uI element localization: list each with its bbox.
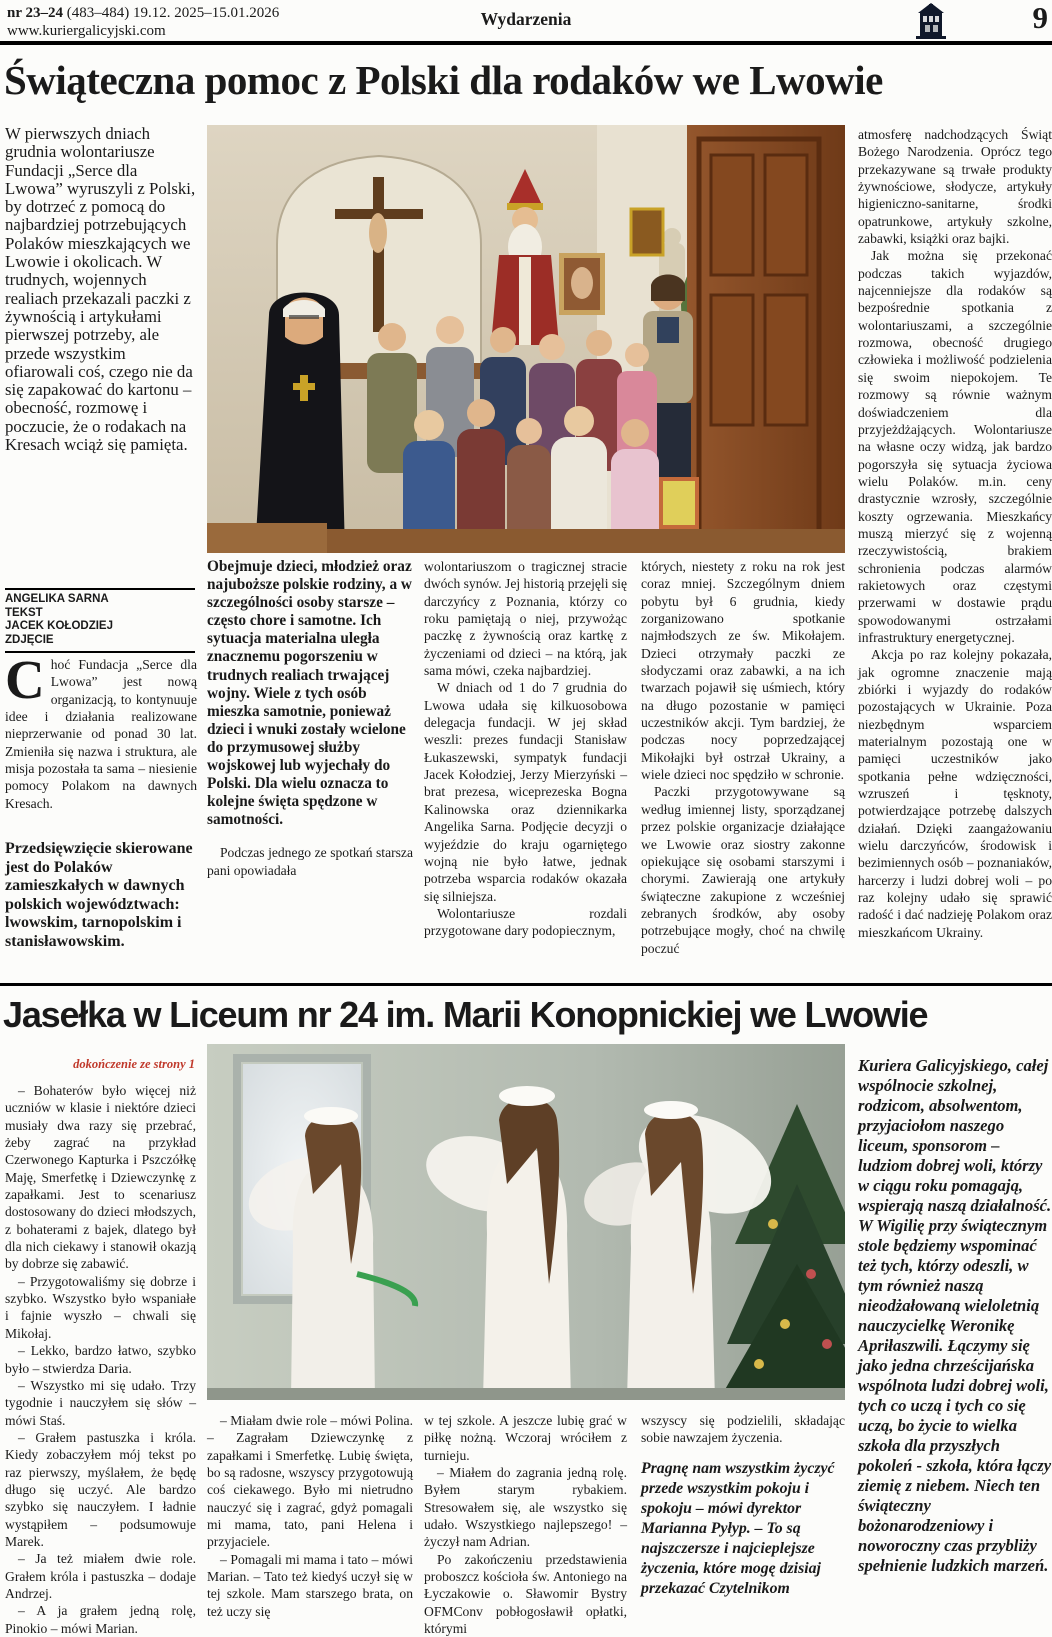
article1-headline: Świąteczna pomoc z Polski dla rodaków we Lwowie — [4, 57, 883, 103]
jaselka-angels-photo-svg — [207, 1044, 845, 1400]
article1-column-2 — [207, 558, 413, 879]
article1-col2-paragraph: Podczas jednego ze spotkań starsza pani opowiadała — [207, 845, 413, 878]
church-group-photo — [207, 125, 845, 553]
issue-number: nr 23–24 — [7, 5, 63, 21]
article2-col4-paragraph: wszyscy się podzielili, składając sobie nawzajem życzenia. — [641, 1413, 845, 1446]
article2-column-2 — [207, 1412, 413, 1637]
article2-col2-paragraph: – Pomagali mi mama i tato – mówi Marian. – Tato też kiedyś uczył się w tej szkole. Mam starszego brata, on też uczy się — [207, 1551, 413, 1619]
article2-col3-paragraph: Po zakończeniu przedstawienia proboszcz kościoła św. Antoniego na Łyczakowie o. Sławomir Bystry OFMConv pobłogosławił opłatki, którymi — [424, 1551, 627, 1637]
jaselka-angels-photo — [207, 1044, 845, 1400]
article2-col1-paragraph: – Bohaterów było więcej niż uczniów w klasie i niektóre dzieci musiały dwa razy się przebrać, żeby zagrać na przykład Czerwonego Kapturka i Pszczółkę Maję, Smerfetkę i Dziewczynkę z zapałkami. Jest to scenariusz dostosowany do dzieci młodszych, z bohaterami z bajek, dlatego był dla nich ciekawy i stanowił okazją by dobrze się zabawić. — [5, 1083, 196, 1272]
article2-headline: Jasełka w Liceum nr 24 im. Marii Konopnickiej we Lwowie — [3, 994, 928, 1035]
article2-col1-paragraph: – Grałem pastuszka i króla. Kiedy zobaczyłem mój tekst po raz pierwszy, myślałem, że będę długo się uczyć. Ale bardzo szybko się nauczyłem. I ładnie wystąpiłem – podsumowuje Marek. — [5, 1429, 196, 1549]
article2-col2-paragraph: – Miałam dwie role – mówi Polina. – Zagrałam Dziewczynkę z zapałkami i Smerfetkę. Lubię święta, bo są radosne, wszyscy przygotowują coś ciekawego. Było mi nietrudno nauczyć się i zagrać, gdyż pomagali mi mama, tato, pani Helena i przyjaciele. — [207, 1413, 413, 1550]
article1-byline — [5, 588, 195, 653]
section-title: Wydarzenia — [480, 9, 572, 29]
article2-col3-paragraph: w tej szkole. A jeszcze lubię grać w piłkę nożną. Wczoraj wróciłem z turnieju. — [424, 1413, 627, 1463]
church-group-photo-svg — [207, 125, 845, 553]
article2-column-4 — [641, 1412, 845, 1637]
article1-standfirst: W pierwszych dniach grudnia wolontariusze Fundacji „Serce dla Lwowa” wyruszyli z Polski, by dotrzeć z pomocą do najbardziej potrzebujących Polaków mieszkających we Lwowie i okolicach. W trudnych, wojennych realiach przekazali paczki z żywnością i artykułami pierwszej potrzeby, ale przede wszystkim ofiarowali coś, czego nie da się zapakować do kartonu – obecność, rozmowę i poczucie, że o rodakach na Kresach wciąż się pamięta. — [5, 124, 196, 455]
article2-column-5-quote: Kuriera Galicyjskiego, całej wspólnocie szkolnej, rodzicom, absolwentom, przyjaciołom naszego liceum, sponsorom – ludziom dobrej woli, którzy w ciągu roku pomagają, wspierają naszą działalność. W Wigilię przy świątecznym stole będziemy wspominać też tych, którzy odeszli, w tym również naszą nieodżałowaną wieloletnią nauczycielkę Weronikę Apriłaszwili. Łączymy się jako jedna chrześcijańska wspólnota ludzi dobrej woli, tych co uczą i tych co się uczą, bo życie to wielka szkoła dla przyszłych pokoleń - szkoła, która łączy ziemię z niebem. Niech ten świąteczny bożonarodzeniowy i noworoczny czas przybliży spełnienie ludzkich marzeń. — [858, 1056, 1052, 1575]
article2-col1-paragraph: – Lekko, bardzo łatwo, szybko było – stwierdza Daria. — [5, 1343, 196, 1376]
drop-cap: C — [5, 649, 45, 710]
byline-photographer-name: JACEK KOŁODZIEJ — [5, 620, 113, 632]
article2-column-3 — [424, 1412, 627, 1637]
article1-column-3 — [424, 558, 627, 966]
director-quote: Pragnę nam wszystkim życzyć przede wszystkim pokoju i spokoju – mówi dyrektor Marianna Pyłyp. – To są najszczersze i najcieplejsze życzenia, które mogę dzisiaj przekazać Czytelnikom — [641, 1459, 835, 1597]
section-divider-rule — [0, 983, 1052, 986]
article1-intro-text: hoć Fundacja „Serce dla Lwowa” jest nową organizacją, to kontynuuje idee i działania realizowane nieprzerwanie od ponad 30 lat. Zmieniła się nazwa i struktura, ale misja pozostała ta sama – niesienie pomocy Polakom na dawnych Kresach. — [5, 657, 197, 811]
continuation-note: dokończenie ze strony 1 — [73, 1057, 195, 1071]
building-tower-icon-svg — [916, 3, 946, 39]
article1-column-4 — [641, 558, 845, 966]
article1-lead-bold: Przedsięwzięcie skierowane jest do Polaków zamieszkałych w dawnych polskich województwach: lwowskim, tarnopolskim i stanisławowskim. — [5, 840, 193, 950]
article2-col1-paragraph: – Wszystko mi się udało. Trzy tygodnie i nauczyłem się słów – mówi Staś. — [5, 1377, 196, 1428]
article1-column-5 — [858, 126, 1052, 968]
article1-col5-paragraph: atmosferę nadchodzących Świąt Bożego Narodzenia. Oprócz tego przekazywane są trwałe produkty żywnościowe, słodycze, artykuły higieniczno-sanitarne, środki opatrunkowe, artykuły szkolne, zabawki, książki oraz bajki. — [858, 127, 1052, 247]
article1-col3-paragraph: W dniach od 1 do 7 grudnia do Lwowa udała się kilkuosobowa delegacja fundacji. W jej skład weszli: prezes fundacji Stanisław Łukaszewski, sympatyk fundacji Jacek Kołodziej, Jerzy Mierzyński – brat prezesa, wiceprezeska Bogna Kalinowska oraz dziennikarka Angelika Sarna. Podjęcie decyzji o wyjeździe do kraju ogarniętego wojną nie było łatwe, jednak potrzeba wsparcia rodaków okazała się silniejsza. — [424, 680, 627, 904]
article2-col1-paragraph: – A ja grałem jedną rolę, Pinokio – mówi Marian. — [5, 1603, 196, 1636]
page-number: 9 — [1032, 0, 1048, 35]
header-rule — [0, 41, 1052, 45]
article1-col3-paragraph: Wolontariusze rozdali przygotowane dary podopiecznym, — [424, 905, 627, 939]
article1-col5-paragraph: Jak można się przekonać podczas takich wyjazdów, najcenniejsze dla rodaków są bezpośrednie spotkania z wolontariuszami, a szczególnie rozmowa, obecność drugiego człowieka i możliwość podzielenia się swoim niepokojem. Te rozmowy są równie ważnym doświadczeniem dla przyjeżdżających. Wolontariusze na własne oczy widzą, jak bardzo pogorszyła się sytuacja życiowa wielu Polaków. m.in. ceny drastycznie wzrosły, szczególnie koszty ogrzewania. Mieszkańcy muszą mierzyć się z wojenną rzeczywistością, brakiem schronienia podczas alarmów rakietowych oraz częstymi przerwami w dostawie prądu spowodowanymi ostrzałami infrastruktury energetycznej. — [858, 248, 1052, 645]
article2-col1-paragraph: – Przygotowaliśmy się dobrze i szybko. Wszystko było wspaniałe i fajnie wyszło – chwali się Mikołaj. — [5, 1273, 196, 1341]
article1-col4-paragraph: Paczki przygotowywane są według imiennej listy, sporządzanej przez polskie organizacje działające we Lwowie oraz siostry zakonne opiekujące się osobami starszymi i chorymi. Zawierają one artykuły świąteczne zakupione z wcześniej zebranych środków, aby osoby potrzebujące mogły, choć na chwilę poczuć — [641, 784, 845, 956]
byline-author-name: ANGELIKA SARNA — [5, 593, 109, 605]
issue-dates: (483–484) 19.12. 2025–15.01.2026 — [62, 5, 280, 21]
article2-col1-paragraph: – Ja też miałem dwie role. Grałem króla i pastuszka – dodaje Andrzej. — [5, 1551, 196, 1601]
building-tower-icon — [916, 3, 946, 39]
site-url: www.kuriergalicyjski.com — [7, 23, 166, 39]
article2-column-1 — [5, 1082, 196, 1637]
byline-author-role: TEKST — [5, 606, 43, 619]
article1-intro — [5, 649, 197, 812]
article1-col5-paragraph: Akcja po raz kolejny pokazała, jak ogromne znaczenie mają zbiórki i wyjazdy do rodaków pozostających w Ukrainie. Poza niezbędnym wsparciem materialnym pozostają one w pamięci uczestników jako spotkania pełne wdzięczności, wzruszeń i tęsknoty, potwierdzające potrzebę dalszych działań. Dzięki zaangażowaniu wielu darczyńców, środowisk i bezimiennych osób – poznaniaków, harcerzy i ludzi dobrej woli – po raz kolejny udało się sprawić radość i dać nadzieję Polakom oraz mieszkańcom Ukrainy. — [858, 647, 1052, 940]
article1-col2-bold: Obejmuje dzieci, młodzież oraz najuboższe polskie rodziny, a w szczególności osoby starsze – często chore i samotne. Ich sytuacja materialna uległa znacznemu pogorszeniu w trudnych realiach trwającej wojny. Wiele z tych osób mieszka samotnie, ponieważ dzieci i wnuki zostały wcielone do przymusowej służby wojskowej lub wyjechały do Polski. Dla wielu oznacza to kolejne święta spędzone w samotności. — [207, 558, 412, 829]
byline-photographer-role: ZDJĘCIE — [5, 633, 54, 646]
article1-col4-paragraph: których, niestety z roku na rok jest coraz mniej. Szczególnym dniem pobytu był 6 grudnia, kiedy zorganizowano spotkanie najmłodszych ze św. Mikołajem. Dzieci otrzymały paczki ze słodyczami oraz zabawki, a na ich twarzach pojawił się uśmiech, który na długo pozostanie w pamięci uczestników akcji. Tym bardziej, że podczas nocy poprzedzającej Mikołajki był ostrzał Ukrainy, a wiele dzieci noc spędziło w schronie. — [641, 559, 845, 783]
article2-col3-paragraph: – Miałem do zagrania jedną rolę. Byłem starym rybakiem. Stresowałem się, ale wszystko się udało. Wszystkiego najlepszego! – życzył nam Adrian. — [424, 1465, 627, 1550]
article1-col3-paragraph: wolontariuszom o tragicznej stracie dwóch synów. Jej historią przejęli się darczyńcy z Poznania, którzy co roku pamiętają o niej, przywożąc paczkę z żywnością oraz kartkę z życzeniami od dzieci – na którą, jak sama mówi, czeka najbardziej. — [424, 559, 627, 679]
